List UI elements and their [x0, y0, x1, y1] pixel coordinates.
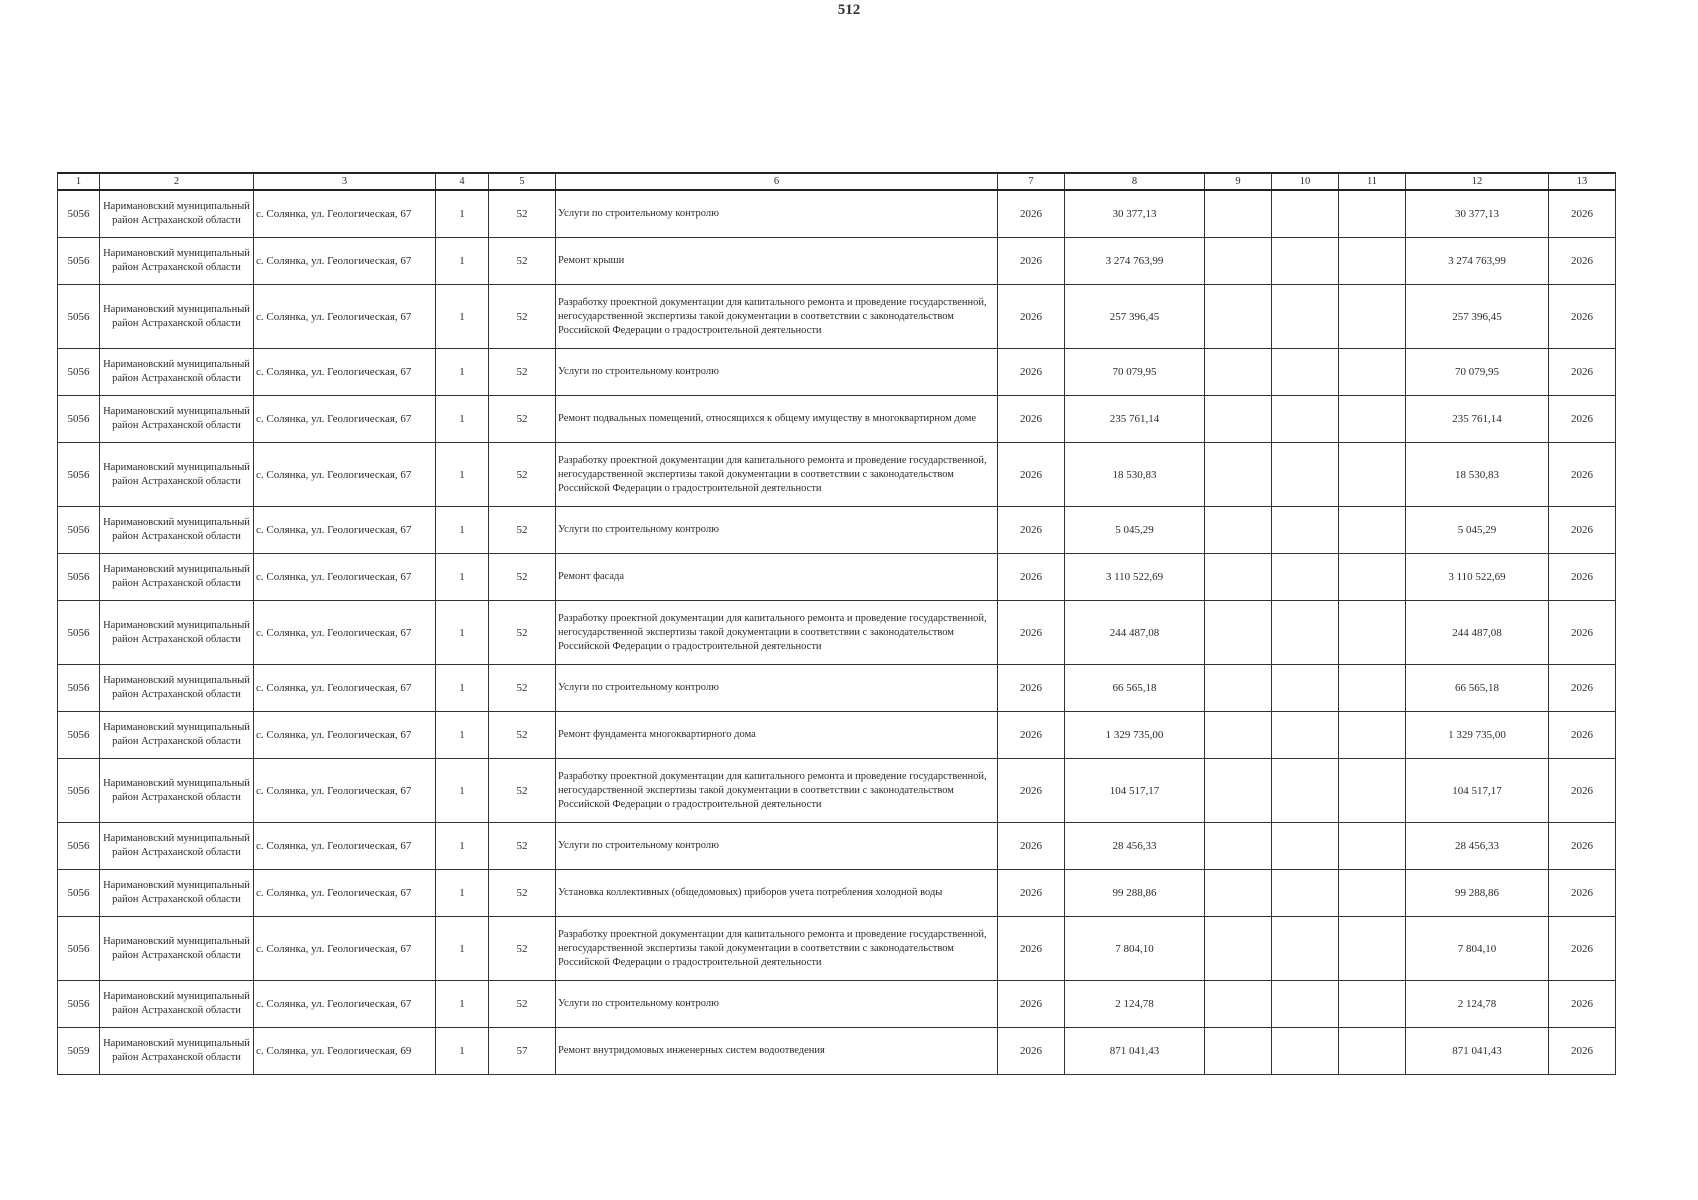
address-cell: с. Солянка, ул. Геологическая, 67 [254, 917, 436, 981]
column-10-cell [1272, 190, 1339, 238]
row-number-cell: 5056 [58, 712, 100, 759]
column-10-cell [1272, 554, 1339, 601]
table-row [58, 554, 1616, 601]
work-type-cell: Разработку проектной документации для капитального ремонта и проведение государственной, негосударственной экспертизы такой документации в соответствии с законодательством Российской Федерации о градостроительной деятельности [556, 759, 998, 823]
municipality-cell: Наримановский муниципальный район Астраханской области [100, 712, 254, 759]
column-10-cell [1272, 981, 1339, 1028]
work-type-cell: Услуги по строительному контролю [556, 981, 998, 1028]
fund-cost-cell: 257 396,45 [1406, 285, 1549, 349]
column-5-cell: 52 [489, 712, 556, 759]
address-cell: с. Солянка, ул. Геологическая, 67 [254, 712, 436, 759]
column-10-cell [1272, 870, 1339, 917]
address-cell: с. Солянка, ул. Геологическая, 67 [254, 554, 436, 601]
address-cell: с. Солянка, ул. Геологическая, 67 [254, 823, 436, 870]
page-number: 512 [837, 2, 861, 18]
table-body [58, 190, 1616, 1075]
year-cell: 2026 [998, 759, 1065, 823]
column-11-cell [1339, 554, 1406, 601]
column-header: 8 [1065, 173, 1205, 190]
municipality-cell: Наримановский муниципальный район Астраханской области [100, 601, 254, 665]
column-5-cell: 52 [489, 190, 556, 238]
table-row [58, 190, 1616, 238]
table-row [58, 285, 1616, 349]
year-cell: 2026 [998, 396, 1065, 443]
work-type-cell: Разработку проектной документации для капитального ремонта и проведение государственной, негосударственной экспертизы такой документации в соответствии с законодательством Российской Федерации о градостроительной деятельности [556, 601, 998, 665]
fund-cost-cell: 104 517,17 [1406, 759, 1549, 823]
column-header: 6 [556, 173, 998, 190]
column-11-cell [1339, 1028, 1406, 1075]
column-5-cell: 52 [489, 665, 556, 712]
row-number-cell: 5056 [58, 981, 100, 1028]
column-header: 9 [1205, 173, 1272, 190]
column-9-cell [1205, 601, 1272, 665]
completion-year-cell: 2026 [1549, 554, 1616, 601]
address-cell: с. Солянка, ул. Геологическая, 67 [254, 349, 436, 396]
table-row [58, 665, 1616, 712]
table-row [58, 601, 1616, 665]
row-number-cell: 5056 [58, 601, 100, 665]
row-number-cell: 5056 [58, 507, 100, 554]
total-cost-cell: 2 124,78 [1065, 981, 1205, 1028]
column-header: 3 [254, 173, 436, 190]
column-9-cell [1205, 349, 1272, 396]
work-type-cell: Ремонт подвальных помещений, относящихся к общему имуществу в многоквартирном доме [556, 396, 998, 443]
column-9-cell [1205, 507, 1272, 554]
fund-cost-cell: 2 124,78 [1406, 981, 1549, 1028]
table-row [58, 823, 1616, 870]
column-10-cell [1272, 349, 1339, 396]
fund-cost-cell: 3 110 522,69 [1406, 554, 1549, 601]
completion-year-cell: 2026 [1549, 759, 1616, 823]
work-type-cell: Установка коллективных (общедомовых) приборов учета потребления холодной воды [556, 870, 998, 917]
row-number-cell: 5056 [58, 443, 100, 507]
column-number-row [58, 173, 1616, 190]
work-type-cell: Услуги по строительному контролю [556, 349, 998, 396]
work-type-cell: Разработку проектной документации для капитального ремонта и проведение государственной, негосударственной экспертизы такой документации в соответствии с законодательством Российской Федерации о градостроительной деятельности [556, 443, 998, 507]
capital-repair-table [57, 172, 1616, 1075]
municipality-cell: Наримановский муниципальный район Астраханской области [100, 823, 254, 870]
total-cost-cell: 99 288,86 [1065, 870, 1205, 917]
column-header: 7 [998, 173, 1065, 190]
column-4-cell: 1 [436, 601, 489, 665]
work-type-cell: Разработку проектной документации для капитального ремонта и проведение государственной, негосударственной экспертизы такой документации в соответствии с законодательством Российской Федерации о градостроительной деятельности [556, 285, 998, 349]
column-4-cell: 1 [436, 712, 489, 759]
column-10-cell [1272, 759, 1339, 823]
table-row [58, 870, 1616, 917]
table-row [58, 1028, 1616, 1075]
column-5-cell: 52 [489, 759, 556, 823]
column-5-cell: 52 [489, 396, 556, 443]
column-9-cell [1205, 823, 1272, 870]
completion-year-cell: 2026 [1549, 665, 1616, 712]
total-cost-cell: 104 517,17 [1065, 759, 1205, 823]
fund-cost-cell: 1 329 735,00 [1406, 712, 1549, 759]
completion-year-cell: 2026 [1549, 285, 1616, 349]
completion-year-cell: 2026 [1549, 507, 1616, 554]
year-cell: 2026 [998, 1028, 1065, 1075]
column-11-cell [1339, 981, 1406, 1028]
column-9-cell [1205, 759, 1272, 823]
column-5-cell: 57 [489, 1028, 556, 1075]
row-number-cell: 5059 [58, 1028, 100, 1075]
address-cell: с. Солянка, ул. Геологическая, 67 [254, 981, 436, 1028]
year-cell: 2026 [998, 870, 1065, 917]
fund-cost-cell: 7 804,10 [1406, 917, 1549, 981]
column-11-cell [1339, 712, 1406, 759]
completion-year-cell: 2026 [1549, 349, 1616, 396]
fund-cost-cell: 99 288,86 [1406, 870, 1549, 917]
row-number-cell: 5056 [58, 917, 100, 981]
column-9-cell [1205, 981, 1272, 1028]
total-cost-cell: 7 804,10 [1065, 917, 1205, 981]
column-5-cell: 52 [489, 507, 556, 554]
completion-year-cell: 2026 [1549, 981, 1616, 1028]
table-row [58, 349, 1616, 396]
work-type-cell: Разработку проектной документации для капитального ремонта и проведение государственной, негосударственной экспертизы такой документации в соответствии с законодательством Российской Федерации о градостроительной деятельности [556, 917, 998, 981]
row-number-cell: 5056 [58, 349, 100, 396]
column-4-cell: 1 [436, 823, 489, 870]
column-10-cell [1272, 601, 1339, 665]
column-header: 2 [100, 173, 254, 190]
column-11-cell [1339, 190, 1406, 238]
column-11-cell [1339, 396, 1406, 443]
address-cell: с. Солянка, ул. Геологическая, 67 [254, 759, 436, 823]
row-number-cell: 5056 [58, 554, 100, 601]
column-11-cell [1339, 870, 1406, 917]
column-5-cell: 52 [489, 981, 556, 1028]
column-4-cell: 1 [436, 238, 489, 285]
column-4-cell: 1 [436, 396, 489, 443]
year-cell: 2026 [998, 665, 1065, 712]
completion-year-cell: 2026 [1549, 238, 1616, 285]
year-cell: 2026 [998, 507, 1065, 554]
municipality-cell: Наримановский муниципальный район Астраханской области [100, 554, 254, 601]
fund-cost-cell: 66 565,18 [1406, 665, 1549, 712]
row-number-cell: 5056 [58, 870, 100, 917]
year-cell: 2026 [998, 349, 1065, 396]
work-type-cell: Ремонт крыши [556, 238, 998, 285]
column-header: 10 [1272, 173, 1339, 190]
address-cell: с. Солянка, ул. Геологическая, 67 [254, 443, 436, 507]
column-9-cell [1205, 1028, 1272, 1075]
column-4-cell: 1 [436, 1028, 489, 1075]
column-5-cell: 52 [489, 601, 556, 665]
column-4-cell: 1 [436, 554, 489, 601]
municipality-cell: Наримановский муниципальный район Астраханской области [100, 190, 254, 238]
municipality-cell: Наримановский муниципальный район Астраханской области [100, 870, 254, 917]
column-4-cell: 1 [436, 349, 489, 396]
row-number-cell: 5056 [58, 665, 100, 712]
year-cell: 2026 [998, 190, 1065, 238]
column-10-cell [1272, 285, 1339, 349]
row-number-cell: 5056 [58, 190, 100, 238]
row-number-cell: 5056 [58, 285, 100, 349]
column-11-cell [1339, 238, 1406, 285]
total-cost-cell: 871 041,43 [1065, 1028, 1205, 1075]
column-header: 12 [1406, 173, 1549, 190]
municipality-cell: Наримановский муниципальный район Астраханской области [100, 507, 254, 554]
column-10-cell [1272, 712, 1339, 759]
year-cell: 2026 [998, 601, 1065, 665]
municipality-cell: Наримановский муниципальный район Астраханской области [100, 917, 254, 981]
municipality-cell: Наримановский муниципальный район Астраханской области [100, 396, 254, 443]
column-header: 13 [1549, 173, 1616, 190]
work-type-cell: Ремонт фундамента многоквартирного дома [556, 712, 998, 759]
row-number-cell: 5056 [58, 396, 100, 443]
column-5-cell: 52 [489, 917, 556, 981]
column-4-cell: 1 [436, 917, 489, 981]
column-9-cell [1205, 712, 1272, 759]
total-cost-cell: 66 565,18 [1065, 665, 1205, 712]
year-cell: 2026 [998, 285, 1065, 349]
column-5-cell: 52 [489, 823, 556, 870]
completion-year-cell: 2026 [1549, 396, 1616, 443]
column-9-cell [1205, 917, 1272, 981]
column-11-cell [1339, 349, 1406, 396]
column-header: 4 [436, 173, 489, 190]
municipality-cell: Наримановский муниципальный район Астраханской области [100, 665, 254, 712]
column-11-cell [1339, 507, 1406, 554]
address-cell: с. Солянка, ул. Геологическая, 67 [254, 601, 436, 665]
fund-cost-cell: 28 456,33 [1406, 823, 1549, 870]
column-10-cell [1272, 1028, 1339, 1075]
column-5-cell: 52 [489, 238, 556, 285]
year-cell: 2026 [998, 712, 1065, 759]
work-type-cell: Услуги по строительному контролю [556, 823, 998, 870]
column-5-cell: 52 [489, 443, 556, 507]
completion-year-cell: 2026 [1549, 190, 1616, 238]
column-10-cell [1272, 238, 1339, 285]
column-4-cell: 1 [436, 443, 489, 507]
table-row [58, 759, 1616, 823]
completion-year-cell: 2026 [1549, 443, 1616, 507]
column-10-cell [1272, 917, 1339, 981]
column-5-cell: 52 [489, 870, 556, 917]
total-cost-cell: 70 079,95 [1065, 349, 1205, 396]
municipality-cell: Наримановский муниципальный район Астраханской области [100, 349, 254, 396]
total-cost-cell: 244 487,08 [1065, 601, 1205, 665]
total-cost-cell: 3 274 763,99 [1065, 238, 1205, 285]
column-10-cell [1272, 507, 1339, 554]
total-cost-cell: 18 530,83 [1065, 443, 1205, 507]
column-header: 5 [489, 173, 556, 190]
total-cost-cell: 3 110 522,69 [1065, 554, 1205, 601]
column-4-cell: 1 [436, 981, 489, 1028]
column-9-cell [1205, 238, 1272, 285]
column-9-cell [1205, 870, 1272, 917]
row-number-cell: 5056 [58, 823, 100, 870]
address-cell: с. Солянка, ул. Геологическая, 67 [254, 238, 436, 285]
column-9-cell [1205, 396, 1272, 443]
column-10-cell [1272, 665, 1339, 712]
fund-cost-cell: 70 079,95 [1406, 349, 1549, 396]
column-9-cell [1205, 443, 1272, 507]
year-cell: 2026 [998, 554, 1065, 601]
address-cell: с. Солянка, ул. Геологическая, 69 [254, 1028, 436, 1075]
total-cost-cell: 257 396,45 [1065, 285, 1205, 349]
column-10-cell [1272, 823, 1339, 870]
address-cell: с. Солянка, ул. Геологическая, 67 [254, 870, 436, 917]
fund-cost-cell: 871 041,43 [1406, 1028, 1549, 1075]
year-cell: 2026 [998, 823, 1065, 870]
column-11-cell [1339, 665, 1406, 712]
address-cell: с. Солянка, ул. Геологическая, 67 [254, 190, 436, 238]
column-9-cell [1205, 190, 1272, 238]
municipality-cell: Наримановский муниципальный район Астраханской области [100, 285, 254, 349]
completion-year-cell: 2026 [1549, 823, 1616, 870]
municipality-cell: Наримановский муниципальный район Астраханской области [100, 1028, 254, 1075]
column-4-cell: 1 [436, 507, 489, 554]
municipality-cell: Наримановский муниципальный район Астраханской области [100, 443, 254, 507]
completion-year-cell: 2026 [1549, 712, 1616, 759]
municipality-cell: Наримановский муниципальный район Астраханской области [100, 981, 254, 1028]
fund-cost-cell: 3 274 763,99 [1406, 238, 1549, 285]
address-cell: с. Солянка, ул. Геологическая, 67 [254, 507, 436, 554]
column-11-cell [1339, 285, 1406, 349]
fund-cost-cell: 18 530,83 [1406, 443, 1549, 507]
work-type-cell: Ремонт фасада [556, 554, 998, 601]
table-row [58, 238, 1616, 285]
fund-cost-cell: 5 045,29 [1406, 507, 1549, 554]
column-11-cell [1339, 823, 1406, 870]
column-5-cell: 52 [489, 349, 556, 396]
work-type-cell: Услуги по строительному контролю [556, 507, 998, 554]
table-row [58, 396, 1616, 443]
column-4-cell: 1 [436, 870, 489, 917]
column-11-cell [1339, 759, 1406, 823]
work-type-cell: Ремонт внутридомовых инженерных систем водоотведения [556, 1028, 998, 1075]
municipality-cell: Наримановский муниципальный район Астраханской области [100, 238, 254, 285]
year-cell: 2026 [998, 981, 1065, 1028]
address-cell: с. Солянка, ул. Геологическая, 67 [254, 665, 436, 712]
column-4-cell: 1 [436, 285, 489, 349]
work-type-cell: Услуги по строительному контролю [556, 190, 998, 238]
year-cell: 2026 [998, 443, 1065, 507]
column-5-cell: 52 [489, 554, 556, 601]
municipality-cell: Наримановский муниципальный район Астраханской области [100, 759, 254, 823]
column-4-cell: 1 [436, 665, 489, 712]
address-cell: с. Солянка, ул. Геологическая, 67 [254, 396, 436, 443]
column-9-cell [1205, 554, 1272, 601]
column-9-cell [1205, 665, 1272, 712]
total-cost-cell: 235 761,14 [1065, 396, 1205, 443]
table-row [58, 507, 1616, 554]
fund-cost-cell: 235 761,14 [1406, 396, 1549, 443]
year-cell: 2026 [998, 238, 1065, 285]
column-11-cell [1339, 917, 1406, 981]
column-10-cell [1272, 396, 1339, 443]
column-header: 1 [58, 173, 100, 190]
total-cost-cell: 1 329 735,00 [1065, 712, 1205, 759]
total-cost-cell: 30 377,13 [1065, 190, 1205, 238]
table-row [58, 917, 1616, 981]
row-number-cell: 5056 [58, 759, 100, 823]
fund-cost-cell: 30 377,13 [1406, 190, 1549, 238]
completion-year-cell: 2026 [1549, 917, 1616, 981]
column-header: 11 [1339, 173, 1406, 190]
work-type-cell: Услуги по строительному контролю [556, 665, 998, 712]
column-11-cell [1339, 601, 1406, 665]
column-5-cell: 52 [489, 285, 556, 349]
total-cost-cell: 5 045,29 [1065, 507, 1205, 554]
column-4-cell: 1 [436, 759, 489, 823]
column-9-cell [1205, 285, 1272, 349]
address-cell: с. Солянка, ул. Геологическая, 67 [254, 285, 436, 349]
column-10-cell [1272, 443, 1339, 507]
completion-year-cell: 2026 [1549, 601, 1616, 665]
column-11-cell [1339, 443, 1406, 507]
completion-year-cell: 2026 [1549, 1028, 1616, 1075]
completion-year-cell: 2026 [1549, 870, 1616, 917]
row-number-cell: 5056 [58, 238, 100, 285]
fund-cost-cell: 244 487,08 [1406, 601, 1549, 665]
table-row [58, 981, 1616, 1028]
column-4-cell: 1 [436, 190, 489, 238]
table-row [58, 443, 1616, 507]
total-cost-cell: 28 456,33 [1065, 823, 1205, 870]
year-cell: 2026 [998, 917, 1065, 981]
table-row [58, 712, 1616, 759]
